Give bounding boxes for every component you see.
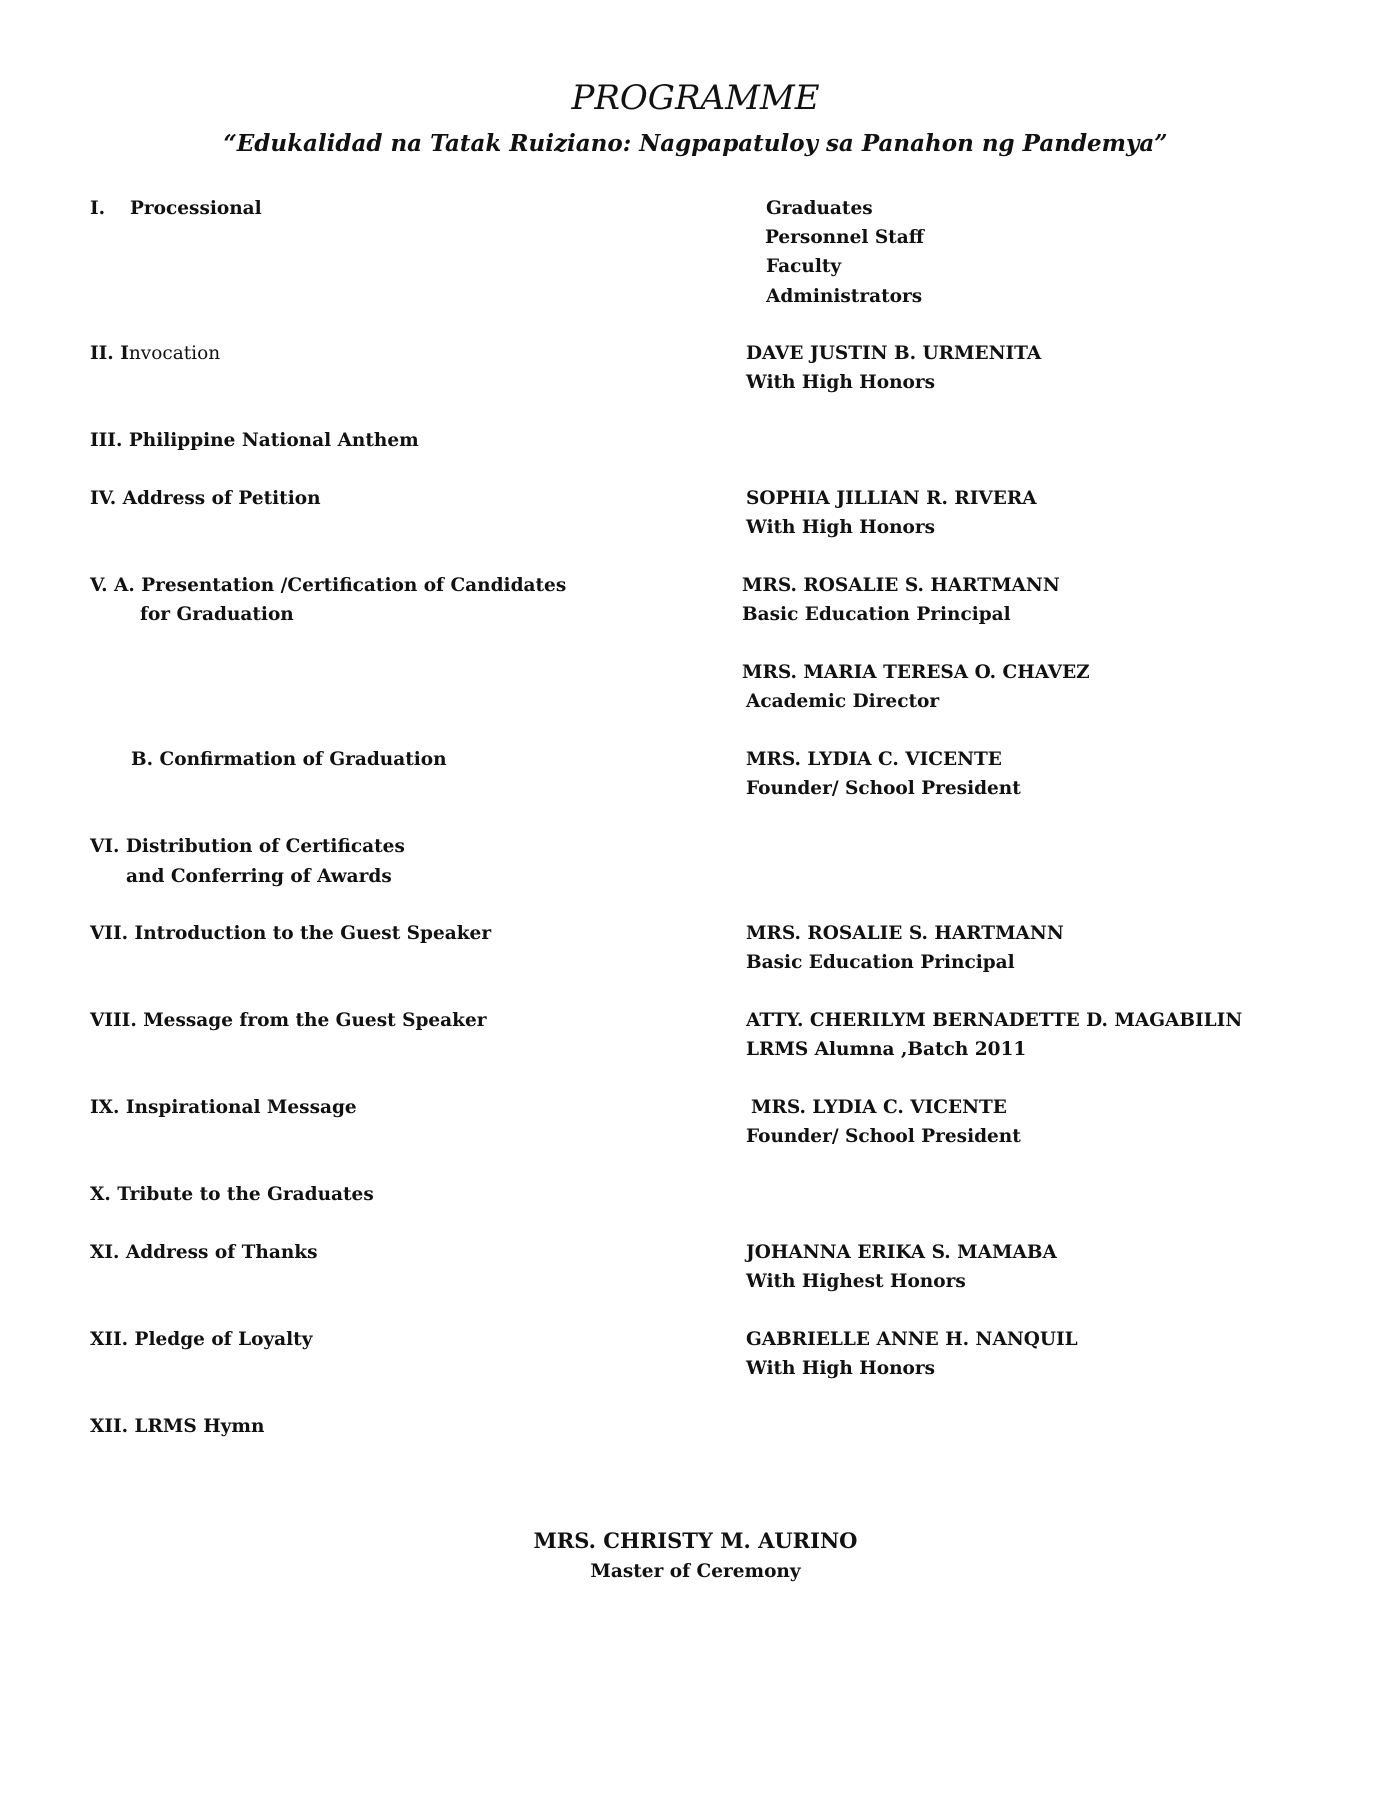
item-label-presentation-cont: for Graduation — [140, 604, 294, 625]
item-label-hymn: XII. LRMS Hymn — [90, 1416, 265, 1437]
item-label-introduction: VII. Introduction to the Guest Speaker — [90, 923, 492, 944]
assignee-name: GABRIELLE ANNE H. NANQUIL — [746, 1329, 1078, 1350]
assignee-role: With High Honors — [746, 1358, 936, 1379]
assignee-name: DAVE JUSTIN B. URMENITA — [746, 343, 1042, 364]
assignee-name: MRS. LYDIA C. VICENTE — [751, 1097, 1007, 1118]
item-label-pledge: XII. Pledge of Loyalty — [90, 1329, 313, 1350]
assignee-role: With High Honors — [746, 517, 936, 538]
item-label-guest-message: VIII. Message from the Guest Speaker — [90, 1010, 487, 1031]
assignee-name: MRS. ROSALIE S. HARTMANN — [746, 923, 1064, 944]
item-label-processional: Processional — [130, 198, 262, 219]
assignee-name: MRS. ROSALIE S. HARTMANN — [742, 575, 1060, 596]
assignee-name: SOPHIA JILLIAN R. RIVERA — [746, 488, 1037, 509]
processional-participant: Graduates — [766, 198, 873, 219]
item-label-presentation: V. A. Presentation /Certification of Candidates — [90, 575, 567, 596]
processional-participant: Faculty — [766, 256, 842, 277]
assignee-name: MRS. LYDIA C. VICENTE — [746, 749, 1002, 770]
processional-participant: Personnel Staff — [765, 227, 924, 248]
master-of-ceremony-role: Master of Ceremony — [590, 1561, 801, 1582]
item-label-confirmation: B. Confirmation of Graduation — [131, 749, 447, 770]
assignee-role: Basic Education Principal — [742, 604, 1011, 625]
item-label-certificates-cont: and Conferring of Awards — [126, 866, 392, 887]
invocation-number: II. I — [90, 343, 129, 364]
assignee-role: Basic Education Principal — [746, 952, 1015, 973]
assignee-name: MRS. MARIA TERESA O. CHAVEZ — [742, 662, 1090, 683]
item-number-1: I. — [90, 198, 106, 219]
item-label-invocation — [90, 343, 220, 364]
assignee-role: Academic Director — [746, 691, 940, 712]
item-label-inspirational: IX. Inspirational Message — [90, 1097, 357, 1118]
item-label-certificates: VI. Distribution of Certificates — [90, 836, 405, 857]
assignee-role: LRMS Alumna ,Batch 2011 — [746, 1039, 1027, 1060]
programme-theme: “Edukalidad na Tatak Ruiziano: Nagpapatuloy sa Panahon ng Pandemya” — [223, 130, 1168, 157]
master-of-ceremony-name: MRS. CHRISTY M. AURINO — [533, 1528, 858, 1553]
page-title: PROGRAMME — [571, 78, 820, 118]
item-label-tribute: X. Tribute to the Graduates — [90, 1184, 374, 1205]
item-label-petition: IV. Address of Petition — [90, 488, 321, 509]
item-label-thanks: XI. Address of Thanks — [90, 1242, 318, 1263]
assignee-name: ATTY. CHERILYM BERNADETTE D. MAGABILIN — [746, 1010, 1243, 1031]
assignee-role: Founder/ School President — [746, 1126, 1021, 1147]
processional-participant: Administrators — [766, 286, 923, 307]
assignee-role: Founder/ School President — [746, 778, 1021, 799]
invocation-text: nvocation — [128, 343, 221, 364]
assignee-name: JOHANNA ERIKA S. MAMABA — [746, 1242, 1057, 1263]
assignee-role: With High Honors — [746, 372, 936, 393]
item-label-anthem: III. Philippine National Anthem — [90, 430, 419, 451]
assignee-role: With Highest Honors — [746, 1271, 966, 1292]
